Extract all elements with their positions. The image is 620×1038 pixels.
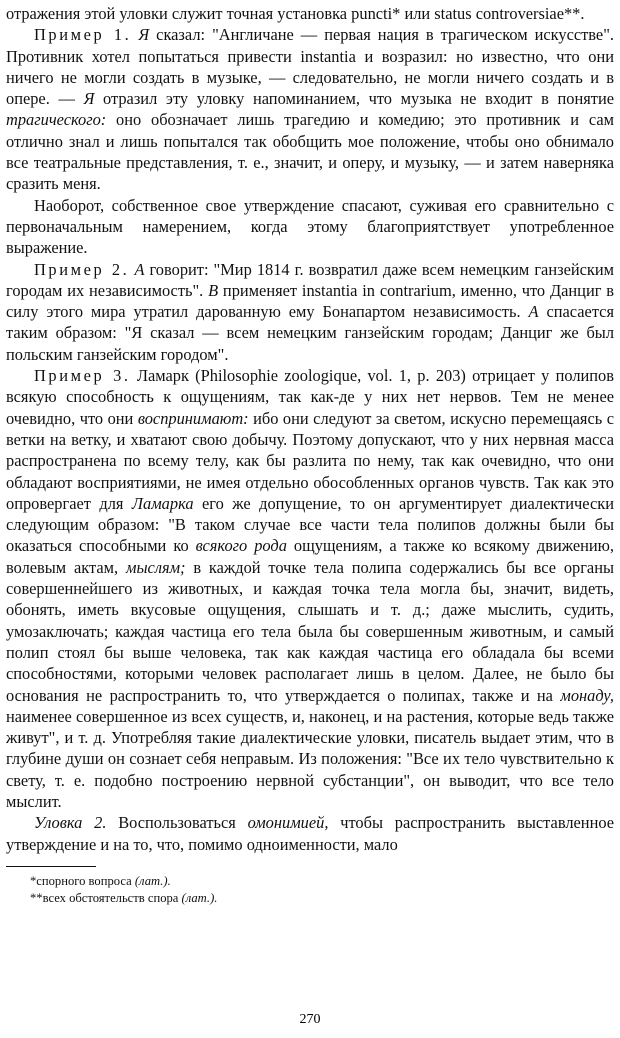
paragraph-6 [6,812,614,855]
body-text [6,3,614,855]
text-run: Пример 3. [34,366,131,386]
text-run: воспринимают: [137,408,249,428]
page-number: 270 [299,1012,321,1027]
text-run: чтобы распространить выставленное утверждение и на то, что, помимо одноименности, мало [6,813,615,854]
footnote-text: спорного вопроса [36,873,132,888]
text-run: монаду, [560,685,614,705]
text-run: Воспользоваться [106,813,248,833]
text-run: Ламарк (Philosophie zoologique, vol. 1, p. 203) отрицает у полипов всякую способность к ощущениям, так как-де у них нет нервов. Тем не менее очевидно, что они [6,366,614,428]
text-run: говорит: "Мир 1814 г. возвратил даже всем немецким ганзейским городам их независимость". [6,259,614,300]
text-run: мыслям; [125,557,186,577]
text-run: ибо они следуют за светом, искусно перемещаясь с ветки на ветку, и хватают свою добычу. Поэтому допускают, что у них нервная масса распространена по всему телу, как бы разлита по нему, так как очевидно, что они обладают восприятиями, не имея отдельно обособленных органов чувств. Так как это опровергает для [6,408,614,513]
text-run: Пример 1. [34,25,132,45]
text-run: сказал: "Англичане — первая нация в трагическом искусстве". Противник хотел попытаться привести instantia и возразил: но известно, что они ничего не могли создать в музыке, — следовательно, не могли ничего создать и в опере. — [6,25,614,109]
footnote-2 [30,890,614,907]
text-run: ощущениям, а также ко всякому движению, волевым актам, [6,536,614,577]
footnote-1 [30,873,614,890]
text-run: его же допущение, то он аргументирует диалектически следующим образом: "В таком случае все части тела полипов должны были бы оказаться способными ко [6,493,614,556]
text-run: Пример 2. [34,259,130,279]
text-run: Ламарка [131,493,194,513]
text-run: спасается таким образом: "Я сказал — всем немецким ганзейским городам; Данциг же был польским ганзейским городом". [6,302,614,364]
text-run: В [208,280,219,300]
text-run: всякого рода [195,536,287,556]
text-run: Я [83,89,95,109]
text-run: трагического: [6,110,107,130]
text-run: Уловка 2. [34,813,107,833]
text-run: омонимией, [247,813,329,833]
paragraph-3 [6,195,614,259]
footnote-mark: * [30,873,37,888]
text-run: в каждой точке тела полипа содержались бы все органы совершеннейшего из животных, и каждая точка тела могла бы, значит, видеть, обонять, иметь вкусовые ощущения, слышать и т. д.; даже мыслить, судить, умозаключать; каждая частица его тела была бы совершенным животным, и самый полип стоял бы выше человека, так как каждая частица его обладала бы всеми способностями, которыми человек располагает лишь в целом. Далее, не было бы основания не распространить то, что утверждается о полипах, также и на [6,557,614,705]
footnote-lang: (лат.). [181,890,218,905]
text-run: наименее совершенное из всех существ, и, наконец, и на растения, которые ведь также живут", и т. д. Употребляя такие диалектические уловки, писатель выдает этим, что в глубине души он сознает себя неправым. Из положения: "Все их тело чувствительно к свету, т. е. подобно построению нервной субстанции", он выводит, что все тело мыслит. [6,706,614,811]
paragraph-4 [6,259,614,365]
text-run: А [528,302,539,322]
text-run: применяет instantia in contrarium, именно, что Данциг в силу этого мира утратил дарованную ему Бонапартом независимость. [6,280,615,322]
footnote-text: всех обстоятельств спора [42,890,179,905]
text-run: отражения этой уловки служит точная установка puncti* или status controversiae**. [6,4,585,23]
footnotes [6,873,614,907]
footnote-lang: (лат.). [134,873,171,888]
text-run: Наоборот, собственное свое утверждение спасают, суживая его сравнительно с первоначальным намерением, когда этому благоприятствует употребленное выражение. [6,195,614,258]
paragraph-2 [6,24,614,194]
paragraph-1 [6,3,614,24]
text-run: А [134,259,145,279]
text-run: отразил эту уловку напоминанием, что музыка не входит в понятие [94,89,614,109]
text-run: оно обозначает лишь трагедию и комедию; это противник и сам отлично знал и лишь попытался так обобщить мое положение, чтобы оно обнимало все театральные представления, т. е., значит, и оперу, и музыку, — и затем наверняка сразить меня. [6,110,614,194]
footnote-divider [6,866,96,867]
text-run: Я [138,25,150,45]
footnote-mark: ** [30,890,43,905]
paragraph-5 [6,365,614,812]
